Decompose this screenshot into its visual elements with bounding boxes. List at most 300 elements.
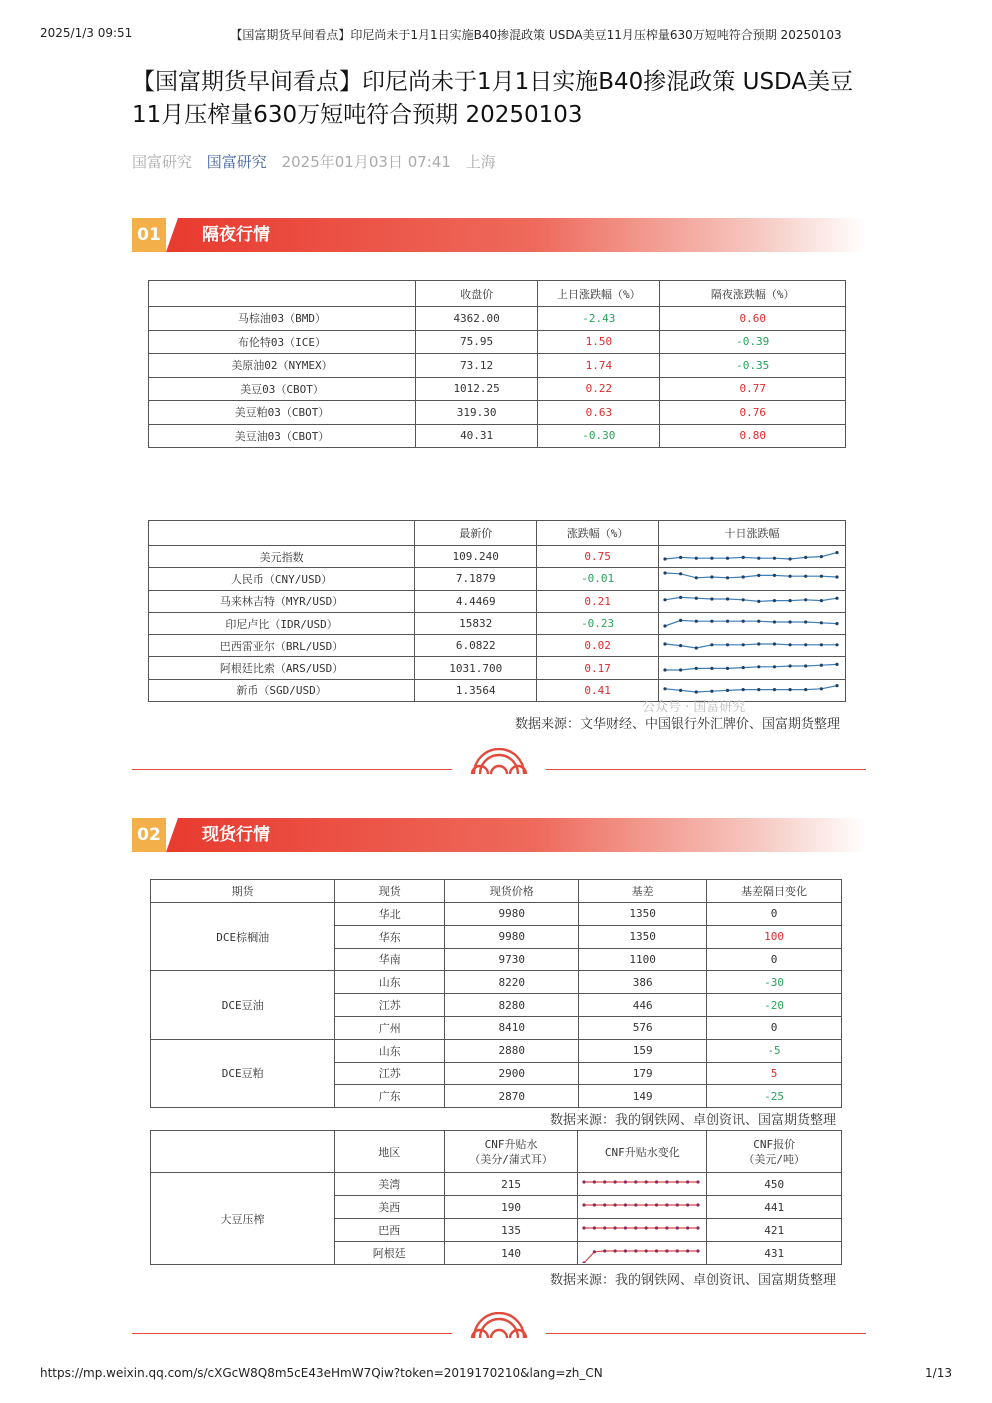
sparkline-point — [635, 1203, 638, 1206]
overnight-change: 0.60 — [660, 307, 846, 331]
sparkline-point — [635, 1249, 638, 1252]
sparkline-point — [788, 557, 791, 560]
change-percent: 0.41 — [537, 679, 659, 701]
spot-price: 9980 — [445, 925, 579, 948]
sparkline-chart — [578, 1174, 704, 1194]
section-number: 01 — [132, 218, 166, 252]
sparkline-point — [820, 688, 823, 691]
sparkline-point — [788, 688, 791, 691]
spot-region: 江苏 — [335, 1062, 445, 1085]
sparkline-point — [679, 689, 682, 692]
latest-price: 15832 — [415, 612, 537, 634]
sparkline-line — [665, 620, 837, 626]
sparkline-point — [788, 620, 791, 623]
instrument-name: 美豆粕03（CBOT） — [149, 401, 416, 425]
spot-price: 8280 — [445, 994, 579, 1017]
sparkline-point — [676, 1203, 679, 1206]
column-header: 最新价 — [415, 521, 537, 546]
sparkline-point — [742, 619, 745, 622]
print-page-number: 1/13 — [925, 1366, 952, 1380]
sparkline-point — [820, 555, 823, 558]
sparkline-point — [679, 669, 682, 672]
sparkline-chart — [659, 614, 843, 634]
overnight-change: 0.77 — [660, 377, 846, 401]
prev-day-change: 1.74 — [538, 354, 660, 378]
basis-value: 446 — [579, 994, 707, 1017]
spot-region: 广东 — [335, 1085, 445, 1108]
sparkline-point — [757, 619, 760, 622]
sparkline-point — [679, 555, 682, 558]
sparkline-point — [666, 1249, 669, 1252]
latest-price: 1031.700 — [415, 657, 537, 679]
table-header-row — [149, 521, 846, 546]
sparkline-chart — [578, 1220, 704, 1240]
cnf-change-sparkline — [578, 1242, 707, 1265]
spot-price: 9980 — [445, 903, 579, 926]
article-date: 2025年01月03日 07:41 — [281, 153, 451, 171]
article-author-link[interactable]: 国富研究 — [206, 153, 267, 171]
column-header: 期货 — [151, 880, 335, 903]
basis-change: 5 — [707, 1062, 842, 1085]
sparkline-point — [757, 574, 760, 577]
column-header: 基差隔日变化 — [707, 880, 842, 903]
table-row — [149, 635, 846, 657]
cnf-premium: 135 — [444, 1219, 578, 1242]
cnf-quote: 450 — [707, 1173, 842, 1196]
sparkline-point — [686, 1180, 689, 1183]
cnf-premium: 190 — [444, 1196, 578, 1219]
table-row — [151, 1039, 842, 1062]
sparkline-point — [624, 1180, 627, 1183]
sparkline-point — [686, 1203, 689, 1206]
sparkline-point — [835, 597, 838, 600]
prev-day-change: 0.22 — [538, 377, 660, 401]
sparkline-point — [645, 1249, 648, 1252]
column-header: 隔夜涨跌幅（%） — [660, 281, 846, 307]
sparkline-line — [665, 573, 837, 578]
futures-group-name: DCE棕榈油 — [151, 903, 335, 971]
sparkline-point — [603, 1226, 606, 1229]
overnight-change: -0.35 — [660, 354, 846, 378]
sparkline-point — [820, 599, 823, 602]
basis-value: 1350 — [579, 903, 707, 926]
column-header: 十日涨跌幅 — [659, 521, 846, 546]
sparkline-point — [710, 575, 713, 578]
sparkline-point — [695, 667, 698, 670]
sparkline-point — [635, 1226, 638, 1229]
sparkline-point — [788, 575, 791, 578]
article-title: 【国富期货早间看点】印尼尚未于1月1日实施B40掺混政策 USDA美豆11月压榨量630万短吨符合预期 20250103 — [132, 69, 854, 128]
wave-logo-icon — [468, 748, 530, 776]
sparkline-point — [804, 620, 807, 623]
sparkline-point — [820, 621, 823, 624]
watermark: 公众号 · 国富研究 — [642, 700, 746, 715]
currency-name: 美元指数 — [149, 546, 415, 568]
column-header: 现货 — [335, 880, 445, 903]
section-number: 02 — [132, 818, 166, 852]
table-row — [149, 354, 846, 378]
basis-value: 159 — [579, 1039, 707, 1062]
sparkline-point — [583, 1226, 586, 1229]
column-header: 现货价格 — [445, 880, 579, 903]
sparkline-line — [665, 644, 837, 648]
sparkline-point — [697, 1203, 700, 1206]
spot-price: 8410 — [445, 1016, 579, 1039]
ten-day-sparkline — [659, 546, 846, 568]
divider-line-right — [546, 1333, 866, 1334]
column-header: CNF报价 （美元/吨） — [707, 1131, 842, 1173]
sparkline-point — [655, 1203, 658, 1206]
sparkline-point — [710, 690, 713, 693]
table-row — [151, 1173, 842, 1196]
table-row — [149, 330, 846, 354]
print-url: https://mp.weixin.qq.com/s/cXGcW8Q8m5cE43eHmW7Qiw?token=2019170210&lang=zh_CN — [40, 1366, 603, 1380]
sparkline-point — [804, 575, 807, 578]
change-percent: 0.21 — [537, 590, 659, 612]
sparkline-point — [695, 576, 698, 579]
basis-value: 386 — [579, 971, 707, 994]
sparkline-point — [695, 556, 698, 559]
latest-price: 109.240 — [415, 546, 537, 568]
instrument-name: 美豆油03（CBOT） — [149, 424, 416, 448]
sparkline-point — [624, 1249, 627, 1252]
section-title: 隔夜行情 — [202, 225, 270, 245]
futures-group-name: DCE豆粕 — [151, 1039, 335, 1107]
sparkline-point — [697, 1226, 700, 1229]
sparkline-point — [773, 642, 776, 645]
close-price: 4362.00 — [415, 307, 537, 331]
sparkline-point — [686, 1226, 689, 1229]
divider-line-right — [546, 769, 866, 770]
basis-change: -30 — [707, 971, 842, 994]
sparkline-point — [645, 1203, 648, 1206]
overnight-change: -0.39 — [660, 330, 846, 354]
sparkline-point — [726, 576, 729, 579]
cnf-region: 巴西 — [334, 1219, 444, 1242]
sparkline-point — [835, 663, 838, 666]
latest-price: 6.0822 — [415, 635, 537, 657]
table-row — [149, 657, 846, 679]
column-header: 收盘价 — [415, 281, 537, 307]
prev-day-change: -0.30 — [538, 424, 660, 448]
cnf-group-name: 大豆压榨 — [151, 1173, 335, 1265]
futures-table — [148, 280, 846, 448]
basis-change: 0 — [707, 948, 842, 971]
sparkline-point — [697, 1249, 700, 1252]
sparkline-chart — [578, 1197, 704, 1217]
sparkline-chart — [659, 591, 843, 611]
cnf-premium-table — [150, 1130, 842, 1265]
spot-price: 2870 — [445, 1085, 579, 1108]
change-percent: 0.17 — [537, 657, 659, 679]
sparkline-point — [804, 688, 807, 691]
sparkline-point — [773, 688, 776, 691]
table-row — [149, 546, 846, 568]
source-note: 数据来源：我的钢铁网、卓创资讯、国富期货整理 — [549, 1113, 836, 1128]
column-header: 涨跌幅（%） — [537, 521, 659, 546]
sparkline-point — [663, 669, 666, 672]
sparkline-chart — [659, 636, 843, 656]
prev-day-change: 1.50 — [538, 330, 660, 354]
cnf-premium: 140 — [444, 1242, 578, 1265]
sparkline-point — [757, 556, 760, 559]
cnf-region: 阿根廷 — [334, 1242, 444, 1265]
sparkline-point — [603, 1180, 606, 1183]
sparkline-point — [820, 575, 823, 578]
currency-name: 巴西雷亚尔（BRL/USD） — [149, 635, 415, 657]
sparkline-line — [665, 665, 837, 671]
sparkline-point — [835, 622, 838, 625]
sparkline-point — [614, 1203, 617, 1206]
sparkline-point — [804, 665, 807, 668]
sparkline-chart — [659, 569, 843, 589]
sparkline-point — [757, 665, 760, 668]
sparkline-point — [663, 688, 666, 691]
change-percent: 0.02 — [537, 635, 659, 657]
cnf-quote: 431 — [707, 1242, 842, 1265]
instrument-name: 美原油02（NYMEX） — [149, 354, 416, 378]
table-row — [149, 590, 846, 612]
spot-region: 华北 — [335, 903, 445, 926]
sparkline-point — [773, 574, 776, 577]
sparkline-point — [726, 556, 729, 559]
sparkline-point — [757, 600, 760, 603]
column-header: 上日涨跌幅（%） — [538, 281, 660, 307]
instrument-name: 布伦特03（ICE） — [149, 330, 416, 354]
cnf-change-sparkline — [578, 1173, 707, 1196]
sparkline-point — [697, 1180, 700, 1183]
sparkline-point — [624, 1203, 627, 1206]
spot-region: 华东 — [335, 925, 445, 948]
currency-name: 印尼卢比（IDR/USD） — [149, 612, 415, 634]
ten-day-sparkline — [659, 568, 846, 590]
table-row — [149, 612, 846, 634]
article-meta — [132, 151, 506, 172]
ten-day-sparkline — [659, 612, 846, 634]
spot-region: 广州 — [335, 1016, 445, 1039]
wave-logo-icon — [468, 1312, 530, 1340]
table-row — [151, 903, 842, 926]
cnf-change-sparkline — [578, 1219, 707, 1242]
basis-change: -20 — [707, 994, 842, 1017]
sparkline-point — [710, 598, 713, 601]
basis-value: 1350 — [579, 925, 707, 948]
sparkline-point — [676, 1180, 679, 1183]
sparkline-point — [788, 665, 791, 668]
basis-change: 100 — [707, 925, 842, 948]
latest-price: 7.1879 — [415, 568, 537, 590]
sparkline-point — [614, 1249, 617, 1252]
change-percent: 0.75 — [537, 546, 659, 568]
sparkline-point — [645, 1226, 648, 1229]
sparkline-point — [820, 664, 823, 667]
sparkline-point — [663, 624, 666, 627]
column-header: 基差 — [579, 880, 707, 903]
sparkline-point — [645, 1180, 648, 1183]
sparkline-point — [695, 646, 698, 649]
cnf-quote: 421 — [707, 1219, 842, 1242]
print-page-title: 【国富期货早间看点】印尼尚未于1月1日实施B40掺混政策 USDA美豆11月压榨量630万短吨符合预期 20250103 — [230, 28, 842, 42]
column-header: 地区 — [334, 1131, 444, 1173]
instrument-name: 美豆03（CBOT） — [149, 377, 416, 401]
sparkline-point — [695, 691, 698, 694]
currency-name: 马来林吉特（MYR/USD） — [149, 590, 415, 612]
sparkline-point — [695, 597, 698, 600]
table-row — [149, 307, 846, 331]
basis-value: 179 — [579, 1062, 707, 1085]
sparkline-point — [742, 643, 745, 646]
sparkline-point — [773, 556, 776, 559]
sparkline-point — [614, 1226, 617, 1229]
close-price: 75.95 — [415, 330, 537, 354]
sparkline-chart — [659, 658, 843, 678]
sparkline-point — [773, 620, 776, 623]
sparkline-chart — [659, 547, 843, 567]
print-datetime: 2025/1/3 09:51 — [40, 26, 133, 40]
sparkline-point — [614, 1180, 617, 1183]
sparkline-point — [679, 572, 682, 575]
sparkline-point — [742, 666, 745, 669]
sparkline-point — [710, 667, 713, 670]
table-header-row — [151, 1131, 842, 1173]
close-price: 73.12 — [415, 354, 537, 378]
sparkline-point — [835, 575, 838, 578]
ten-day-sparkline — [659, 590, 846, 612]
sparkline-point — [663, 642, 666, 645]
spot-price: 2900 — [445, 1062, 579, 1085]
sparkline-point — [726, 619, 729, 622]
close-price: 319.30 — [415, 401, 537, 425]
section-notch — [166, 218, 178, 252]
sparkline-point — [583, 1203, 586, 1206]
basis-value: 576 — [579, 1016, 707, 1039]
sparkline-point — [804, 643, 807, 646]
sparkline-point — [679, 644, 682, 647]
basis-change: -5 — [707, 1039, 842, 1062]
column-header — [151, 1131, 335, 1173]
table-header-row — [149, 281, 846, 307]
sparkline-point — [679, 618, 682, 621]
sparkline-point — [593, 1203, 596, 1206]
sparkline-point — [663, 557, 666, 560]
table-header-row — [151, 880, 842, 903]
sparkline-line — [665, 598, 837, 602]
table-row — [149, 401, 846, 425]
sparkline-point — [820, 643, 823, 646]
close-price: 1012.25 — [415, 377, 537, 401]
futures-group-name: DCE豆油 — [151, 971, 335, 1039]
latest-price: 1.3564 — [415, 679, 537, 701]
sparkline-point — [742, 555, 745, 558]
spot-price: 9730 — [445, 948, 579, 971]
cnf-region: 美湾 — [334, 1173, 444, 1196]
cnf-region: 美西 — [334, 1196, 444, 1219]
sparkline-point — [710, 643, 713, 646]
ten-day-sparkline — [659, 635, 846, 657]
sparkline-chart — [578, 1243, 704, 1263]
basis-value: 149 — [579, 1085, 707, 1108]
sparkline-point — [583, 1180, 586, 1183]
sparkline-point — [663, 571, 666, 574]
basis-change: 0 — [707, 1016, 842, 1039]
sparkline-point — [676, 1249, 679, 1252]
sparkline-point — [726, 643, 729, 646]
latest-price: 4.4469 — [415, 590, 537, 612]
sparkline-point — [742, 575, 745, 578]
overnight-change: 0.80 — [660, 424, 846, 448]
section-title: 现货行情 — [202, 825, 270, 845]
sparkline-point — [603, 1249, 606, 1252]
sparkline-point — [666, 1180, 669, 1183]
sparkline-point — [757, 688, 760, 691]
sparkline-point — [624, 1226, 627, 1229]
spot-region: 江苏 — [335, 994, 445, 1017]
sparkline-point — [835, 684, 838, 687]
prev-day-change: 0.63 — [538, 401, 660, 425]
sparkline-point — [788, 643, 791, 646]
article-source: 国富研究 — [132, 153, 193, 171]
currency-name: 新币（SGD/USD） — [149, 679, 415, 701]
cnf-quote: 441 — [707, 1196, 842, 1219]
spot-region: 山东 — [335, 1039, 445, 1062]
sparkline-point — [593, 1226, 596, 1229]
table-row — [149, 424, 846, 448]
source-note: 数据来源：文华财经、中国银行外汇牌价、国富期货整理 — [514, 717, 840, 732]
sparkline-point — [655, 1180, 658, 1183]
sparkline-point — [655, 1226, 658, 1229]
sparkline-point — [742, 688, 745, 691]
spot-region: 华南 — [335, 948, 445, 971]
sparkline-point — [726, 667, 729, 670]
sparkline-line — [665, 552, 837, 558]
ten-day-sparkline — [659, 657, 846, 679]
article-location: 上海 — [465, 153, 496, 171]
sparkline-point — [757, 642, 760, 645]
change-percent: -0.23 — [537, 612, 659, 634]
basis-change: -25 — [707, 1085, 842, 1108]
basis-value: 1100 — [579, 948, 707, 971]
sparkline-point — [676, 1226, 679, 1229]
sparkline-point — [773, 665, 776, 668]
sparkline-point — [835, 643, 838, 646]
sparkline-point — [804, 598, 807, 601]
column-header: CNF升贴水变化 — [578, 1131, 707, 1173]
sparkline-point — [804, 555, 807, 558]
sparkline-point — [788, 599, 791, 602]
column-header — [149, 521, 415, 546]
sparkline-point — [635, 1180, 638, 1183]
sparkline-line — [584, 1251, 698, 1263]
table-row — [149, 568, 846, 590]
spot-price: 2880 — [445, 1039, 579, 1062]
sparkline-point — [773, 599, 776, 602]
sparkline-point — [695, 619, 698, 622]
sparkline-point — [742, 598, 745, 601]
cnf-premium: 215 — [444, 1173, 578, 1196]
sparkline-point — [603, 1203, 606, 1206]
close-price: 40.31 — [415, 424, 537, 448]
fx-table — [148, 520, 846, 702]
divider-line-left — [132, 769, 452, 770]
prev-day-change: -2.43 — [538, 307, 660, 331]
sparkline-point — [666, 1226, 669, 1229]
sparkline-point — [679, 596, 682, 599]
cnf-change-sparkline — [578, 1196, 707, 1219]
source-note: 数据来源：我的钢铁网、卓创资讯、国富期货整理 — [549, 1273, 836, 1288]
currency-name: 人民币（CNY/USD） — [149, 568, 415, 590]
sparkline-point — [726, 689, 729, 692]
section-notch — [166, 818, 178, 852]
